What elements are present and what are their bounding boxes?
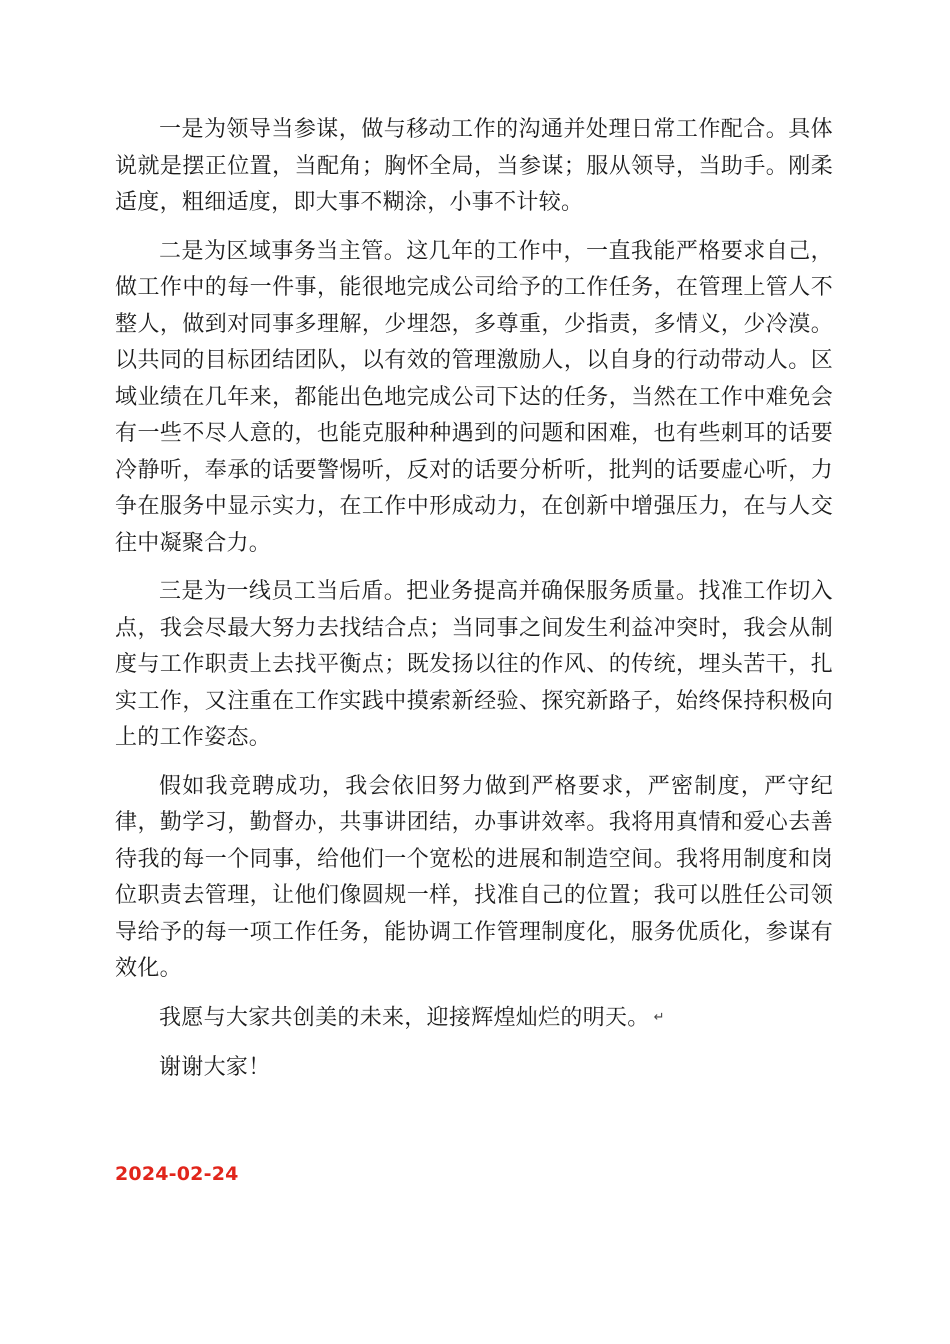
paragraph-thanks: 谢谢大家！ [159, 1055, 271, 1081]
document-date: 2024-02-24 [115, 1163, 239, 1185]
paragraph-advisor: 一是为领导当参谋，做与移动工作的沟通并处理日常工作配合。具体说就是摆正位置，当配角；胸怀全局，当参谋；服从领导，当助手。刚柔适度，粗细适度，即大事不糊涂，小事不计较。 [115, 117, 833, 215]
paragraph-regional-affairs: 二是为区域事务当主管。这几年的工作中，一直我能严格要求自己，做工作中的每一件事，能很地完成公司给予的工作任务，在管理上管人不整人，做到对同事多理解，少埋怨，多尊重，少指责，多情义，少冷漠。以共同的目标团结团队，以有效的管理激励人，以自身的行动带动人。区域业绩在几年来，都能出色地完成公司下达的任务，当然在工作中难免会有一些不尽人意的，也能克服种种遇到的问题和困难，也有些刺耳的话要冷静听，奉承的话要警惕听，反对的话要分析听，批判的话要虚心听，力争在服务中显示实力，在工作中形成动力，在创新中增强压力，在与人交往中凝聚合力。 [115, 238, 833, 556]
paragraph-end-mark-icon: ↵ [653, 1009, 665, 1025]
paragraph-commitment: 假如我竞聘成功，我会依旧努力做到严格要求，严密制度，严守纪律，勤学习，勤督办，共事讲团结，办事讲效率。我将用真情和爱心去善待我的每一个同事，给他们一个宽松的进展和制造空间。我将用制度和岗位职责去管理，让他们像圆规一样，找准自己的位置；我可以胜任公司领导给予的每一项工作任务，能协调工作管理制度化，服务优质化，参谋有效化。 [115, 773, 833, 981]
paragraph-future-text: 我愿与大家共创美的未来，迎接辉煌灿烂的明天。 [159, 1004, 650, 1030]
paragraph-future [115, 1000, 833, 1037]
paragraph-staff-support: 三是为一线员工当后盾。把业务提高并确保服务质量。找准工作切入点，我会尽最大努力去找结合点；当同事之间发生利益冲突时，我会从制度与工作职责上去找平衡点；既发扬以往的作风、的传统，埋头苦干，扎实工作，又注重在工作实践中摸索新经验、探究新路子，始终保持积极向上的工作姿态。 [115, 579, 833, 750]
document-body [115, 112, 833, 1101]
